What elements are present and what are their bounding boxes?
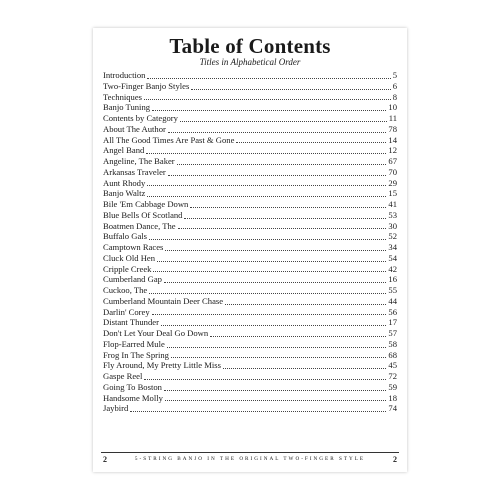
toc-entry-title: Aunt Rhody [103,177,146,188]
footer-page-number-left: 2 [103,455,107,464]
toc-entry [103,178,397,189]
toc-entry-page: 18 [388,392,397,403]
toc-entry-title: Bile 'Em Cabbage Down [103,199,189,209]
toc-entry [103,360,397,371]
toc-entry [103,371,397,382]
toc-entry-title: Arkansas Traveler [103,166,166,177]
toc-entry [103,188,397,199]
toc-dot-leader [168,132,387,133]
toc-dot-leader [167,347,387,348]
toc-entry-page: 44 [388,295,397,306]
toc-entry-page: 68 [388,349,397,360]
toc-entry-title: Two-Finger Banjo Styles [103,80,190,91]
toc-entry-page: 52 [388,231,397,242]
footer-page-number-right: 2 [393,455,397,464]
toc-entry-title: Boatmen Dance, The [103,220,176,231]
toc-entry [103,253,397,264]
toc-entry-page: 34 [388,242,397,252]
toc-entry-page: 59 [388,381,397,392]
toc-entry [103,328,397,339]
toc-dot-leader [191,89,390,90]
toc-entry-title: Fly Around, My Pretty Little Miss [103,360,221,371]
toc-entry [103,167,397,178]
toc-entry [103,102,397,113]
toc-entry-title: Blue Bells Of Scotland [103,209,183,220]
toc-dot-leader [144,99,391,100]
footer-book-title: 5-STRING BANJO IN THE ORIGINAL TWO-FINGER STYLE [134,456,366,462]
toc-entry-title: Angeline, The Baker [103,156,175,166]
footer-rule [101,452,399,453]
toc-entry-title: Gaspe Reel [103,371,143,381]
toc-entry-title: Jaybird [103,403,129,414]
toc-entry-page: 29 [388,177,397,188]
toc-entry-page: 72 [388,371,397,381]
toc-entry-page: 6 [392,80,397,91]
toc-entry [103,307,397,318]
toc-entry-page: 55 [388,285,397,295]
toc-entry [103,264,397,275]
page-footer [93,452,407,472]
toc-dot-leader [130,411,386,412]
toc-entry-page: 15 [388,188,397,199]
toc-entry-page: 8 [392,91,397,102]
toc-entry-title: Cumberland Gap [103,274,162,285]
toc-dot-leader [147,185,386,186]
toc-entry [103,210,397,221]
toc-entry [103,221,397,232]
toc-entry-page: 58 [388,338,397,349]
toc-dot-leader [236,142,386,143]
toc-dot-leader [153,271,386,272]
toc-entry-title: Banjo Tuning [103,102,151,113]
toc-dot-leader [146,153,386,154]
toc-entry-page: 54 [388,252,397,263]
toc-entry-title: Going To Boston [103,381,162,392]
toc-entry [103,339,397,350]
toc-entry [103,317,397,328]
toc-dot-leader [152,314,387,315]
toc-dot-leader [210,336,386,337]
toc-entry-title: Flop-Earred Mule [103,338,165,349]
toc-entry-title: Angel Band [103,145,145,156]
toc-entry-title: Buffalo Gals [103,231,147,242]
toc-entry-page: 14 [388,134,397,145]
toc-entry [103,156,397,167]
toc-entry-title: All The Good Times Are Past & Gone [103,134,235,145]
toc-dot-leader [144,379,386,380]
toc-dot-leader [164,390,386,391]
page-subtitle: Titles in Alphabetical Order [199,57,301,67]
toc-entry-title: Camptown Races [103,242,164,252]
toc-dot-leader [165,400,386,401]
toc-entry [103,231,397,242]
toc-dot-leader [225,304,386,305]
toc-dot-leader [165,250,386,251]
toc-dot-leader [190,207,386,208]
toc-entry [103,403,397,414]
toc-dot-leader [168,175,387,176]
toc-entry-title: Cripple Creek [103,263,152,274]
toc-entry-title: Cumberland Mountain Deer Chase [103,295,224,306]
toc-dot-leader [164,282,386,283]
toc-entry-page: 45 [388,360,397,371]
toc-entry [103,70,397,81]
toc-entry-page: 11 [388,113,397,123]
toc-dot-leader [184,218,386,219]
toc-entry-page: 5 [392,70,397,80]
toc-dot-leader [223,368,386,369]
toc-entry-title: Banjo Waltz [103,188,146,199]
toc-entry [103,296,397,307]
toc-dot-leader [157,261,386,262]
toc-entry-page: 10 [388,102,397,113]
toc-entry [103,242,397,253]
toc-entry [103,393,397,404]
toc-entry [103,81,397,92]
toc-dot-leader [161,325,386,326]
toc-entry-page: 57 [388,328,397,338]
toc-entry-title: Handsome Molly [103,392,163,403]
toc-entry-page: 74 [388,403,397,414]
toc-entry-page: 16 [388,274,397,285]
toc-entry-title: Contents by Category [103,113,178,123]
toc-entry [103,145,397,156]
toc-entry [103,135,397,146]
toc-entry-title: Cuckoo, The [103,285,148,295]
toc-entry [103,92,397,103]
toc-entry-title: About The Author [103,123,166,134]
toc-entry-page: 12 [388,145,397,156]
toc-entry-page: 41 [388,199,397,209]
toc-entry-page: 42 [388,263,397,274]
toc-dot-leader [147,196,386,197]
toc-entry-page: 53 [388,209,397,220]
toc-entry-page: 67 [388,156,397,166]
toc-entry-page: 78 [388,123,397,134]
toc-entry-title: Introduction [103,70,146,80]
toc-dot-leader [171,357,386,358]
toc-entry-title: Don't Let Your Deal Go Down [103,328,209,338]
toc-entry [103,274,397,285]
toc-dot-leader [147,78,390,79]
toc-dot-leader [177,164,387,165]
toc-entry [103,199,397,210]
toc-entry [103,113,397,124]
page-title: Table of Contents [169,34,331,58]
toc-entry-title: Distant Thunder [103,317,159,328]
toc-dot-leader [152,110,386,111]
toc-entry [103,124,397,135]
toc-entry-title: Frog In The Spring [103,349,169,360]
toc-entry [103,382,397,393]
book-page [93,28,407,472]
toc-entry-page: 56 [388,306,397,317]
toc-dot-leader [149,293,386,294]
toc-entry [103,285,397,296]
toc-entry-page: 70 [388,166,397,177]
toc-entry-page: 30 [388,220,397,231]
toc-entry-page: 17 [388,317,397,328]
toc-list [103,70,397,414]
toc-entry [103,350,397,361]
toc-dot-leader [180,121,387,122]
toc-entry-title: Darlin' Corey [103,306,150,317]
toc-dot-leader [149,239,386,240]
toc-entry-title: Techniques [103,91,143,102]
toc-entry-title: Cluck Old Hen [103,252,156,263]
toc-dot-leader [178,228,387,229]
